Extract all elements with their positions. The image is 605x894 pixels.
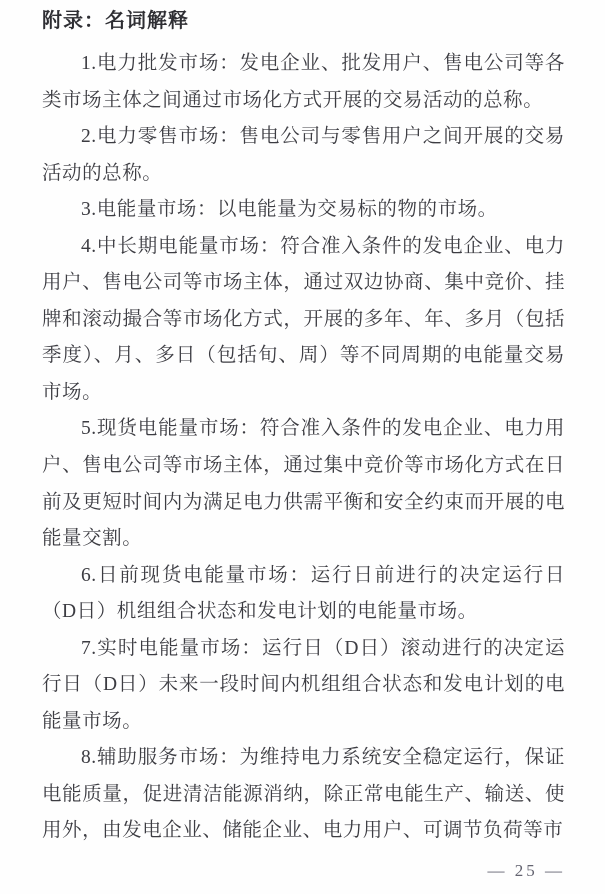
glossary-item-8: 8.辅助服务市场：为维持电力系统安全稳定运行，保证电能质量，促进清洁能源消纳，除正常电能生产、输送、使用外，由发电企业、储能企业、电力用户、可调节负荷等市 [42, 747, 565, 842]
glossary-item-6: 6.日前现货电能量市场：运行日前进行的决定运行日（D日）机组组合状态和发电计划的电能量市场。 [42, 564, 565, 623]
glossary-item-7: 7.实时电能量市场：运行日（D日）滚动进行的决定运行日（D日）未来一段时间内机组组合状态和发电计划的电能量市场。 [42, 637, 565, 732]
glossary-item-3: 3.电能量市场：以电能量为交易标的物的市场。 [81, 199, 498, 221]
glossary-body [42, 46, 565, 850]
page-number: — 25 — [487, 861, 565, 880]
glossary-item-2: 2.电力零售市场：售电公司与零售用户之间开展的交易活动的总称。 [42, 126, 565, 184]
glossary-item-5: 5.现货电能量市场：符合准入条件的发电企业、电力用户、售电公司等市场主体，通过集中竞价等市场化方式在日前及更短时间内为满足电力供需平衡和安全约束而开展的电能量交割。 [42, 418, 565, 550]
page-title: 附录：名词解释 [42, 10, 189, 32]
glossary-item-4: 4.中长期电能量市场：符合准入条件的发电企业、电力用户、售电公司等市场主体，通过双边协商、集中竞价、挂牌和滚动撮合等市场化方式，开展的多年、年、多月（包括季度）、月、多日（包括旬、周）等不同周期的电能量交易市场。 [42, 235, 565, 403]
glossary-item-1: 1.电力批发市场：发电企业、批发用户、售电公司等各类市场主体之间通过市场化方式开展的交易活动的总称。 [42, 53, 565, 111]
